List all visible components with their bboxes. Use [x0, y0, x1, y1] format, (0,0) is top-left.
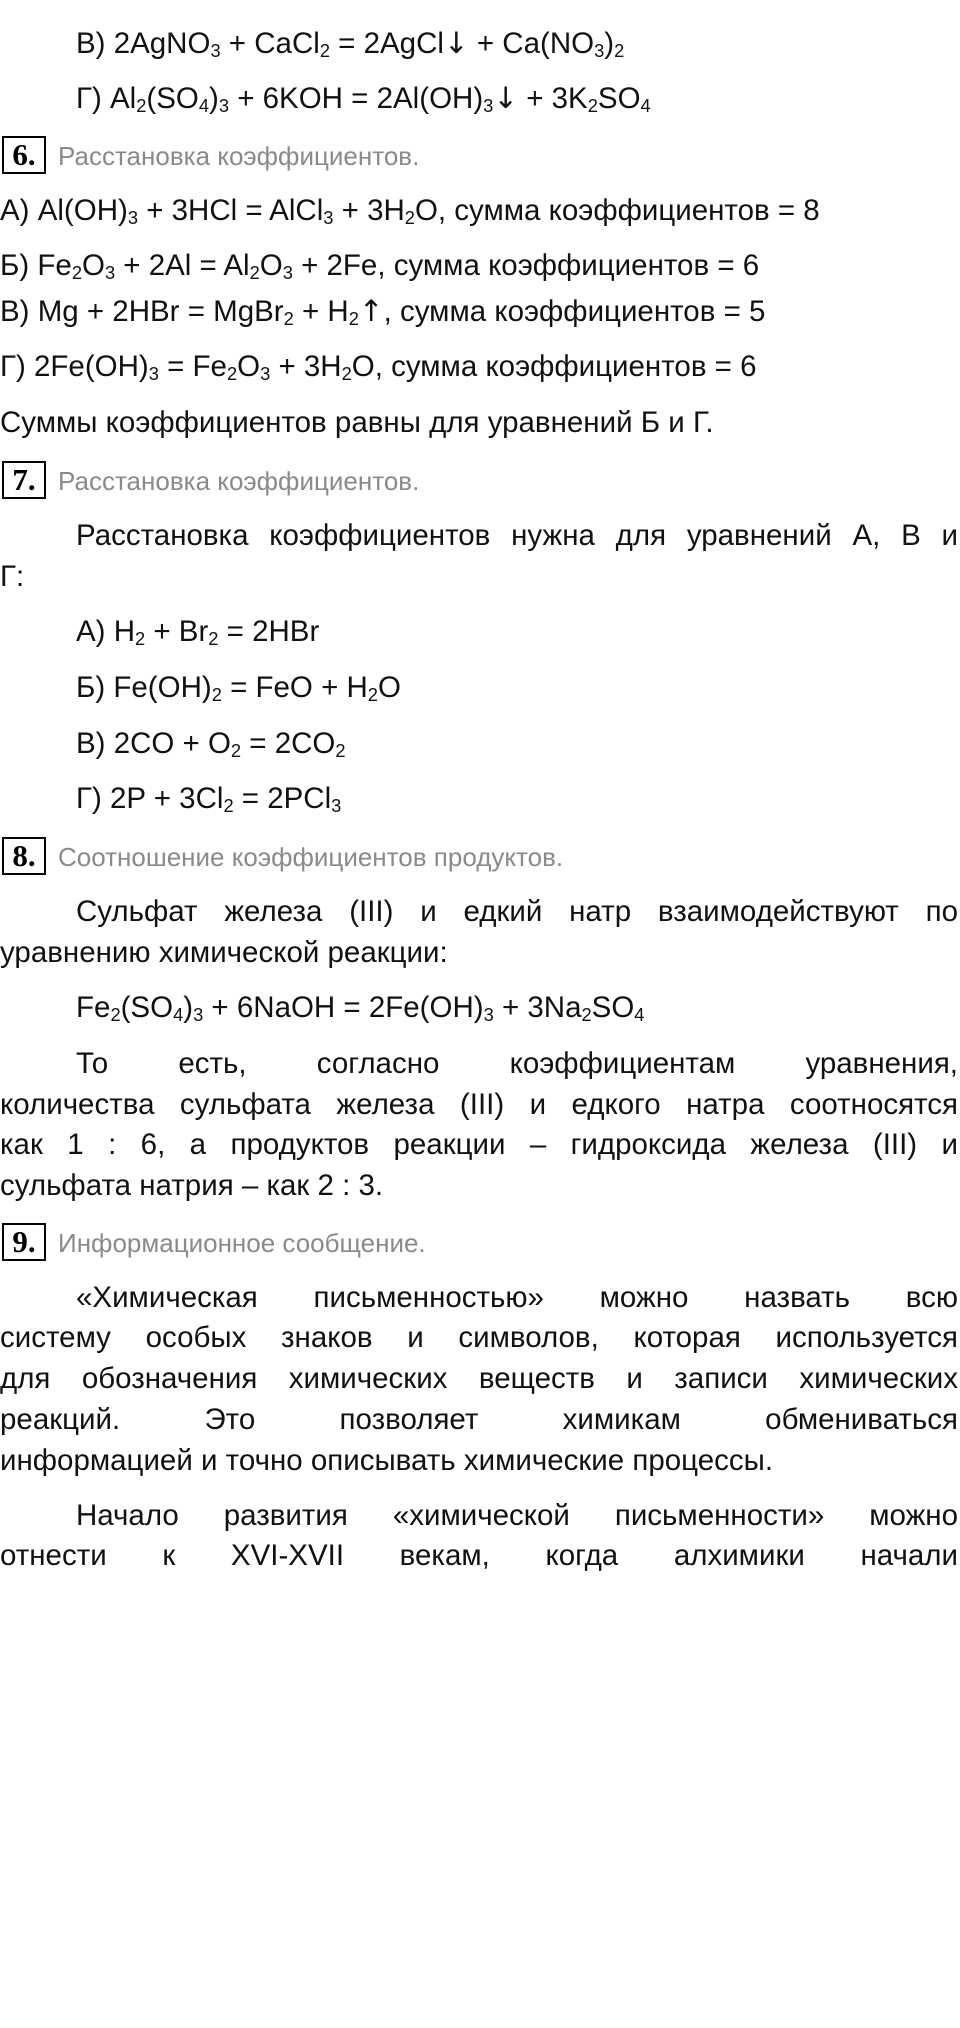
formula-text: + 3H	[333, 194, 405, 227]
task6-number: 6.	[2, 136, 46, 174]
formula-text: + 2Al = Al	[115, 249, 250, 282]
subscript: 3	[483, 95, 494, 117]
formula-text: Fe	[76, 991, 111, 1024]
subscript: 3	[331, 795, 342, 817]
prev-equation-g	[76, 78, 960, 119]
subscript: 2	[110, 1004, 121, 1026]
formula-text: , сумма коэффициентов = 5	[383, 295, 766, 328]
subscript: 2	[348, 308, 359, 330]
task9-p2-line1: Начало развития «химической письменности» можно	[76, 1499, 958, 1532]
formula-text: + 6KOH = 2Al(OH)	[229, 82, 484, 115]
formula-text: = 2HBr	[218, 615, 320, 648]
formula-text: = Fe	[158, 350, 227, 383]
task8-p2-line4: сульфата натрия – как 2 : 3.	[0, 1169, 384, 1202]
formula-text: O, сумма коэффициентов = 8	[414, 194, 820, 227]
formula-text: + Br	[145, 615, 209, 648]
formula-text: А) Al(OH)	[0, 194, 128, 227]
task6-equation-a	[0, 191, 960, 231]
subscript: 3	[282, 262, 293, 284]
formula-text: (SO	[146, 82, 199, 115]
subscript: 3	[260, 363, 271, 385]
prev-equation-v	[76, 23, 960, 64]
task8-p2-line3: как 1 : 6, а продуктов реакции – гидроксида железа (III) и	[0, 1128, 958, 1161]
task6-equation-g	[0, 347, 960, 387]
formula-text: )	[209, 82, 219, 115]
formula-text: В) Mg + 2HBr = MgBr	[0, 295, 284, 328]
subscript: 2	[335, 740, 346, 762]
task8-equation	[76, 988, 960, 1028]
subscript: 2	[614, 40, 625, 62]
task9-p1-line4: реакций. Это позволяет химикам обмениваться	[0, 1403, 958, 1436]
subscript: 2	[404, 207, 415, 229]
subscript: 2	[587, 95, 598, 117]
subscript: 2	[208, 628, 219, 650]
task9-p1-line3: для обозначения химических веществ и записи химических	[0, 1362, 958, 1395]
formula-text: В) 2AgNO	[76, 27, 211, 60]
task7-equation-v	[76, 724, 960, 764]
formula-text: + Ca(NO	[468, 27, 595, 60]
subscript: 3	[210, 40, 221, 62]
task9-p2-line2: отнести к XVI-XVII векам, когда алхимики начали	[0, 1539, 958, 1572]
subscript: 2	[283, 308, 294, 330]
formula-text: = FeO + H	[221, 671, 368, 704]
subscript: 3	[193, 1004, 204, 1026]
subscript: 3	[104, 262, 116, 284]
task6-heading	[0, 136, 960, 176]
subscript: 4	[198, 95, 210, 117]
task7-intro-line1: Расстановка коэффициентов нужна для уравнений А, В и	[76, 519, 958, 552]
formula-text: + 6NaOH = 2Fe(OH)	[203, 991, 484, 1024]
task8-number: 8.	[2, 837, 46, 875]
subscript: 2	[71, 262, 82, 284]
task9-p1-line5: информацией и точно описывать химические процессы.	[0, 1444, 774, 1477]
task8-p1-line1: Сульфат железа (III) и едкий натр взаимодействуют по	[76, 895, 958, 928]
task7-equation-g	[76, 779, 960, 819]
formula-text: O	[237, 350, 261, 383]
task7-number: 7.	[2, 461, 46, 499]
formula-text: + 2Fe, сумма коэффициентов = 6	[292, 249, 760, 282]
formula-text: Г) 2P + 3Cl	[76, 782, 224, 815]
task6-equation-b	[0, 246, 960, 286]
subscript: 2	[135, 628, 146, 650]
subscript: 2	[249, 262, 260, 284]
formula-text: Г) Al	[76, 82, 137, 115]
gas-arrow-icon: ↑	[358, 294, 384, 328]
formula-text: O, сумма коэффициентов = 6	[351, 350, 757, 383]
subscript: 2	[367, 684, 378, 706]
formula-text: + 3K	[518, 82, 588, 115]
formula-text: SO	[597, 82, 641, 115]
task8-heading	[0, 837, 960, 877]
task7-equation-a	[76, 612, 960, 652]
subscript: 3	[594, 40, 605, 62]
task8-p2-line2: количества сульфата железа (III) и едкого натра соотносятся	[0, 1088, 958, 1121]
formula-text: Б) Fe	[0, 249, 72, 282]
formula-text: + H	[293, 295, 349, 328]
formula-text: O	[259, 249, 283, 282]
formula-text: )	[604, 27, 615, 60]
formula-text: O	[81, 249, 105, 282]
task7-equation-b	[76, 668, 960, 708]
task7-intro-line2: Г:	[0, 560, 25, 593]
subscript: 4	[640, 95, 651, 117]
formula-text: )	[183, 991, 194, 1024]
task6-title: Расстановка коэффициентов.	[58, 141, 420, 171]
formula-text: + 3HCl = AlCl	[138, 194, 324, 227]
formula-text: = 2AgCl	[329, 27, 444, 60]
formula-text: + 3H	[270, 350, 342, 383]
task8-p1-line2: уравнению химической реакции:	[0, 936, 448, 969]
formula-text: В) 2CO + O	[76, 727, 231, 760]
subscript: 3	[148, 363, 159, 385]
formula-text: = 2PCl	[233, 782, 332, 815]
task6-conclusion: Суммы коэффициентов равны для уравнений Б и Г.	[0, 406, 714, 439]
subscript: 3	[218, 95, 230, 117]
task9-p1-line1: «Химическая письменностью» можно назвать всю	[76, 1281, 958, 1314]
task9-p1-line2: систему особых знаков и символов, которая используется	[0, 1321, 958, 1354]
task8-p2-line1: То есть, согласно коэффициентам уравнения,	[76, 1047, 958, 1080]
formula-text: = 2CO	[241, 727, 336, 760]
formula-text: SO	[591, 991, 635, 1024]
subscript: 2	[341, 363, 352, 385]
subscript: 4	[173, 1004, 184, 1026]
formula-text: (SO	[120, 991, 174, 1024]
precipitate-arrow-icon: ↓	[443, 26, 469, 60]
subscript: 2	[581, 1004, 592, 1026]
formula-text: O	[377, 671, 401, 704]
task9-title: Информационное сообщение.	[58, 1228, 426, 1258]
subscript: 2	[319, 40, 330, 62]
task9-heading	[0, 1223, 960, 1263]
formula-text: А) H	[76, 615, 135, 648]
task9-number: 9.	[2, 1223, 46, 1261]
subscript: 3	[483, 1004, 494, 1026]
subscript: 2	[223, 795, 234, 817]
task7-title: Расстановка коэффициентов.	[58, 466, 420, 496]
subscript: 4	[634, 1004, 645, 1026]
subscript: 2	[230, 740, 242, 762]
formula-text: Г) 2Fe(OH)	[0, 350, 149, 383]
subscript: 3	[127, 207, 138, 229]
subscript: 2	[136, 95, 147, 117]
subscript: 2	[226, 363, 238, 385]
task8-title: Соотношение коэффициентов продуктов.	[58, 842, 564, 872]
subscript: 3	[323, 207, 334, 229]
formula-text: + CaCl	[220, 27, 320, 60]
subscript: 2	[211, 684, 222, 706]
task7-heading	[0, 461, 960, 501]
task6-equation-v	[0, 291, 960, 332]
precipitate-arrow-icon: ↓	[493, 81, 519, 115]
formula-text: + 3Na	[493, 991, 582, 1024]
formula-text: Б) Fe(OH)	[76, 671, 212, 704]
